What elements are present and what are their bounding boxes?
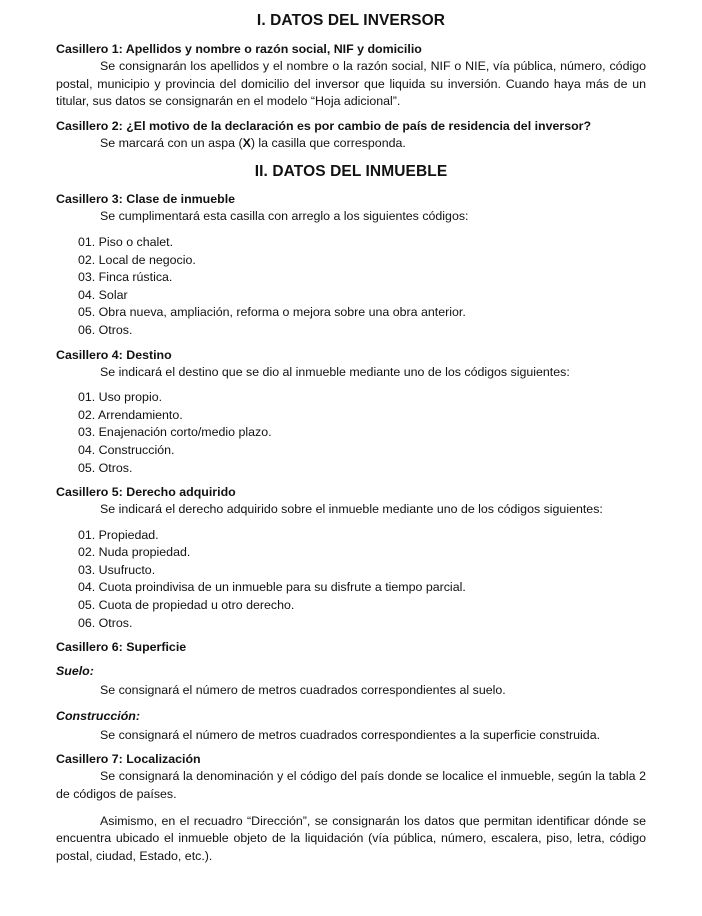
list-item: 01. Uso propio. — [78, 390, 163, 405]
casillero-1 — [56, 41, 646, 111]
casillero-7 — [56, 751, 646, 865]
casillero-7-text-1: Se consignará la denominación y el código del país donde se localice el inmueble, según la tabla 2 de códigos de países. — [56, 769, 646, 802]
construccion-subtitle: Construcción: — [56, 708, 140, 723]
list-item: 01. Propiedad. — [78, 527, 159, 542]
list-item: 01. Piso o chalet. — [78, 234, 174, 249]
casillero-5-code-list — [78, 527, 646, 633]
suelo-text: Se consignará el número de metros cuadrados correspondientes al suelo. — [100, 683, 506, 698]
casillero-3-text: Se cumplimentará esta casilla con arreglo a los siguientes códigos: — [100, 209, 469, 224]
casillero-3-code-list — [78, 234, 646, 340]
list-item: 04. Construcción. — [78, 442, 175, 457]
document-page — [56, 10, 646, 872]
list-item: 02. Arrendamiento. — [78, 407, 183, 422]
list-item: 05. Otros. — [78, 460, 133, 475]
list-item: 05. Cuota de propiedad u otro derecho. — [78, 598, 295, 613]
casillero-5-text: Se indicará el derecho adquirido sobre el inmueble mediante uno de los códigos siguientes: — [100, 502, 603, 517]
casillero-2-mark: X — [242, 135, 251, 150]
casillero-7-title: Casillero 7: Localización — [56, 752, 201, 767]
list-item: 04. Cuota proindivisa de un inmueble para su disfrute a tiempo parcial. — [78, 580, 466, 595]
casillero-2-text-before: Se marcará con un aspa ( — [100, 135, 243, 150]
casillero-1-text: Se consignarán los apellidos y el nombre o la razón social, NIF o NIE, vía pública, número, código postal, municipio y provincia del domicilio del inversor que liquida su inversión. Cuando haya más de un titular, sus datos se consignarán en el modelo “Hoja adicional”. — [56, 59, 646, 109]
casillero-4-code-list — [78, 389, 646, 477]
casillero-3 — [56, 191, 646, 339]
casillero-7-text-2: Asimismo, en el recuadro “Dirección”, se consignarán los datos que permitan identificar dónde se encuentra ubicado el inmueble objeto de la liquidación (vía pública, número, escalera, piso, letra, código postal, ciudad, Estado, etc.). — [56, 813, 646, 863]
casillero-4-title: Casillero 4: Destino — [56, 347, 172, 362]
casillero-5-title: Casillero 5: Derecho adquirido — [56, 485, 236, 500]
list-item: 03. Enajenación corto/medio plazo. — [78, 425, 272, 440]
list-item: 03. Usufructo. — [78, 562, 156, 577]
casillero-6-title: Casillero 6: Superficie — [56, 640, 187, 655]
suelo-subtitle: Suelo: — [56, 664, 94, 679]
list-item: 02. Local de negocio. — [78, 252, 196, 267]
casillero-2-text-after: ) la casilla que corresponda. — [250, 135, 406, 150]
casillero-6 — [56, 639, 646, 744]
casillero-3-title: Casillero 3: Clase de inmueble — [56, 192, 236, 207]
list-item: 02. Nuda propiedad. — [78, 545, 191, 560]
casillero-1-title: Casillero 1: Apellidos y nombre o razón social, NIF y domicilio — [56, 42, 422, 56]
construccion-text: Se consignará el número de metros cuadrados correspondientes a la superficie construida. — [100, 727, 601, 742]
casillero-2 — [56, 118, 646, 153]
casillero-4 — [56, 347, 646, 478]
section-title-datos-inversor: I. DATOS DEL INVERSOR — [256, 12, 446, 29]
casillero-5 — [56, 484, 646, 632]
casillero-2-text — [56, 135, 646, 153]
casillero-4-text: Se indicará el destino que se dio al inmueble mediante uno de los códigos siguientes: — [100, 364, 570, 379]
list-item: 05. Obra nueva, ampliación, reforma o mejora sobre una obra anterior. — [78, 305, 466, 320]
list-item: 06. Otros. — [78, 615, 133, 630]
casillero-2-title: Casillero 2: ¿El motivo de la declaración es por cambio de país de residencia del inversor? — [56, 118, 592, 133]
section-title-datos-inmueble: II. DATOS DEL INMUEBLE — [254, 163, 448, 181]
list-item: 03. Finca rústica. — [78, 270, 173, 285]
list-item: 04. Solar — [78, 287, 128, 302]
list-item: 06. Otros. — [78, 322, 133, 337]
